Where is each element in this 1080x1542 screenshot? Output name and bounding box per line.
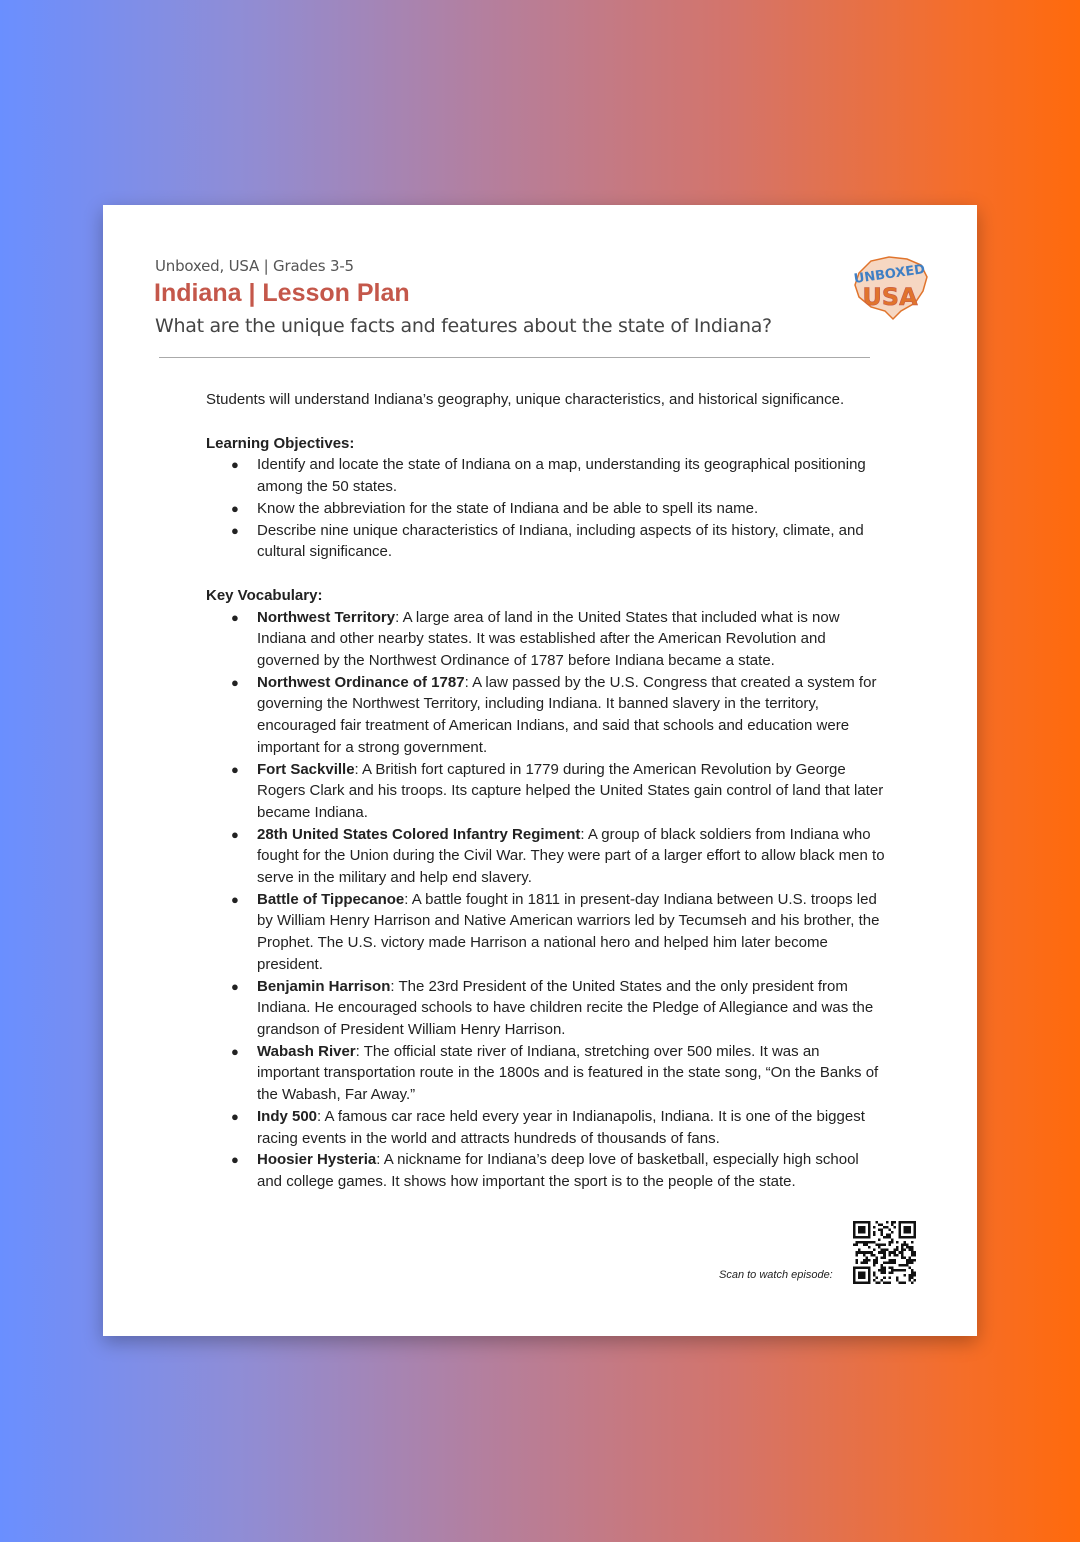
essential-question: What are the unique facts and features about the state of Indiana? [155, 315, 772, 337]
objectives-heading: Learning Objectives: [206, 434, 355, 452]
vocab-term: Hoosier Hysteria [257, 1151, 377, 1169]
vocab-definition: : A British fort captured in 1779 during the American Revolution by George Rogers Clark and his troops. Its capture helped the United States gain control of land that later became Indiana. [257, 760, 884, 821]
list-item: ● Describe nine unique characteristics of Indiana, including aspects of its history, climate, and cultural significance. [231, 521, 864, 561]
list-item: ● Northwest Territory: A large area of land in the United States that included what is now Indiana and other nearby states. It was established after the American Revolution and governed by the Northwest Ordinance of 1787 before Indiana became a state. [231, 608, 840, 670]
vocab-term: Fort Sackville [257, 760, 355, 778]
vocab-definition: : A nickname for Indiana’s deep love of basketball, especially high school and college games. It shows how important the sport is to the people of the state. [257, 1151, 859, 1190]
objectives-list [206, 454, 886, 563]
vocab-term: Battle of Tippecanoe [257, 890, 405, 908]
vocab-definition: : The official state river of Indiana, stretching over 500 miles. It was an important transportation route in the 1800s and is featured in the state song, “On the Banks of the Wabash, Far Away.” [257, 1042, 879, 1104]
series-line: Unboxed, USA | Grades 3-5 [155, 257, 354, 275]
list-item: ● Hoosier Hysteria: A nickname for Indiana’s deep love of basketball, especially high school and college games. It shows how important the sport is to the people of the state. [231, 1151, 859, 1190]
header-divider [159, 357, 870, 358]
vocabulary-list [206, 607, 886, 1193]
qr-code-icon[interactable] [853, 1221, 916, 1284]
page-title: Indiana | Lesson Plan [154, 279, 410, 307]
vocab-term: Wabash River [257, 1042, 356, 1060]
vocab-term: Indy 500 [257, 1107, 318, 1125]
objective-text: Identify and locate the state of Indiana on a map, understanding its geographical positioning among the 50 states. [257, 456, 866, 496]
list-item: ● Fort Sackville: A British fort captured in 1779 during the American Revolution by George Rogers Clark and his troops. Its capture helped the United States gain control of land that later became Indiana. [231, 760, 884, 821]
vocab-definition: : A group of black soldiers from Indiana who fought for the Union during the Civil War. They were part of a larger effort to allow black men to serve in the military and help end slavery. [257, 825, 885, 887]
scan-label: Scan to watch episode: [719, 1269, 833, 1281]
objective-text: Describe nine unique characteristics of Indiana, including aspects of its history, climate, and cultural significance. [257, 521, 864, 561]
intro-text: Students will understand Indiana’s geography, unique characteristics, and historical significance. [206, 391, 845, 408]
list-item: ● Identify and locate the state of Indiana on a map, understanding its geographical positioning among the 50 states. [231, 456, 866, 496]
list-item: ● 28th United States Colored Infantry Regiment: A group of black soldiers from Indiana who fought for the Union during the Civil War. They were part of a larger effort to allow black men to serve in the military and help end slavery. [231, 825, 885, 887]
vocab-definition: : A large area of land in the United States that included what is now Indiana and other nearby states. It was established after the American Revolution and governed by the Northwest Ordinance of 1787 before Indiana became a state. [257, 608, 840, 670]
lesson-plan-page [103, 205, 977, 1336]
lesson-content [206, 389, 886, 1193]
objective-text: Know the abbreviation for the state of Indiana and be able to spell its name. [257, 499, 759, 517]
list-item: ● Know the abbreviation for the state of Indiana and be able to spell its name. [231, 499, 759, 517]
list-item: ● Northwest Ordinance of 1787: A law passed by the U.S. Congress that created a system for governing the Northwest Territory, including Indiana. It banned slavery in the territory, encouraged fair treatment of American Indians, and said that schools and education were important for a strong government. [231, 673, 877, 756]
vocab-definition: : A law passed by the U.S. Congress that created a system for governing the Northwest Territory, including Indiana. It banned slavery in the territory, encouraged fair treatment of American Indians, and said that schools and education were important for a strong government. [257, 673, 877, 756]
vocab-term: Northwest Ordinance of 1787 [257, 673, 465, 691]
unboxed-usa-logo [849, 251, 931, 323]
list-item: ● Wabash River: The official state river of Indiana, stretching over 500 miles. It was an important transportation route in the 1800s and is featured in the state song, “On the Banks of the Wabash, Far Away.” [231, 1042, 879, 1104]
vocab-term: 28th United States Colored Infantry Regiment [257, 825, 581, 843]
list-item: ● Indy 500: A famous car race held every year in Indianapolis, Indiana. It is one of the biggest racing events in the world and attracts hundreds of thousands of fans. [231, 1107, 865, 1147]
logo-text-bottom: USA [862, 283, 918, 311]
vocab-term: Northwest Territory [257, 608, 396, 626]
vocabulary-heading: Key Vocabulary: [206, 586, 323, 604]
logo-text-top: UNBOXED [852, 262, 927, 287]
vocab-definition: : The 23rd President of the United States and the only president from Indiana. He encouraged schools to have children recite the Pledge of Allegiance and was the grandson of President William Henry Harrison. [257, 977, 874, 1038]
vocab-term: Benjamin Harrison [257, 977, 391, 995]
list-item: ● Battle of Tippecanoe: A battle fought in 1811 in present-day Indiana between U.S. troops led by William Henry Harrison and Native American warriors led by Tecumseh and his brother, the Prophet. The U.S. victory made Harrison a national hero and helped him later become president. [231, 890, 880, 973]
list-item: ● Benjamin Harrison: The 23rd President of the United States and the only president from Indiana. He encouraged schools to have children recite the Pledge of Allegiance and was the grandson of President William Henry Harrison. [231, 977, 874, 1038]
vocab-definition: : A battle fought in 1811 in present-day Indiana between U.S. troops led by William Henry Harrison and Native American warriors led by Tecumseh and his brother, the Prophet. The U.S. victory made Harrison a national hero and helped him later become president. [257, 890, 880, 973]
vocab-definition: : A famous car race held every year in Indianapolis, Indiana. It is one of the biggest racing events in the world and attracts hundreds of thousands of fans. [257, 1107, 865, 1147]
